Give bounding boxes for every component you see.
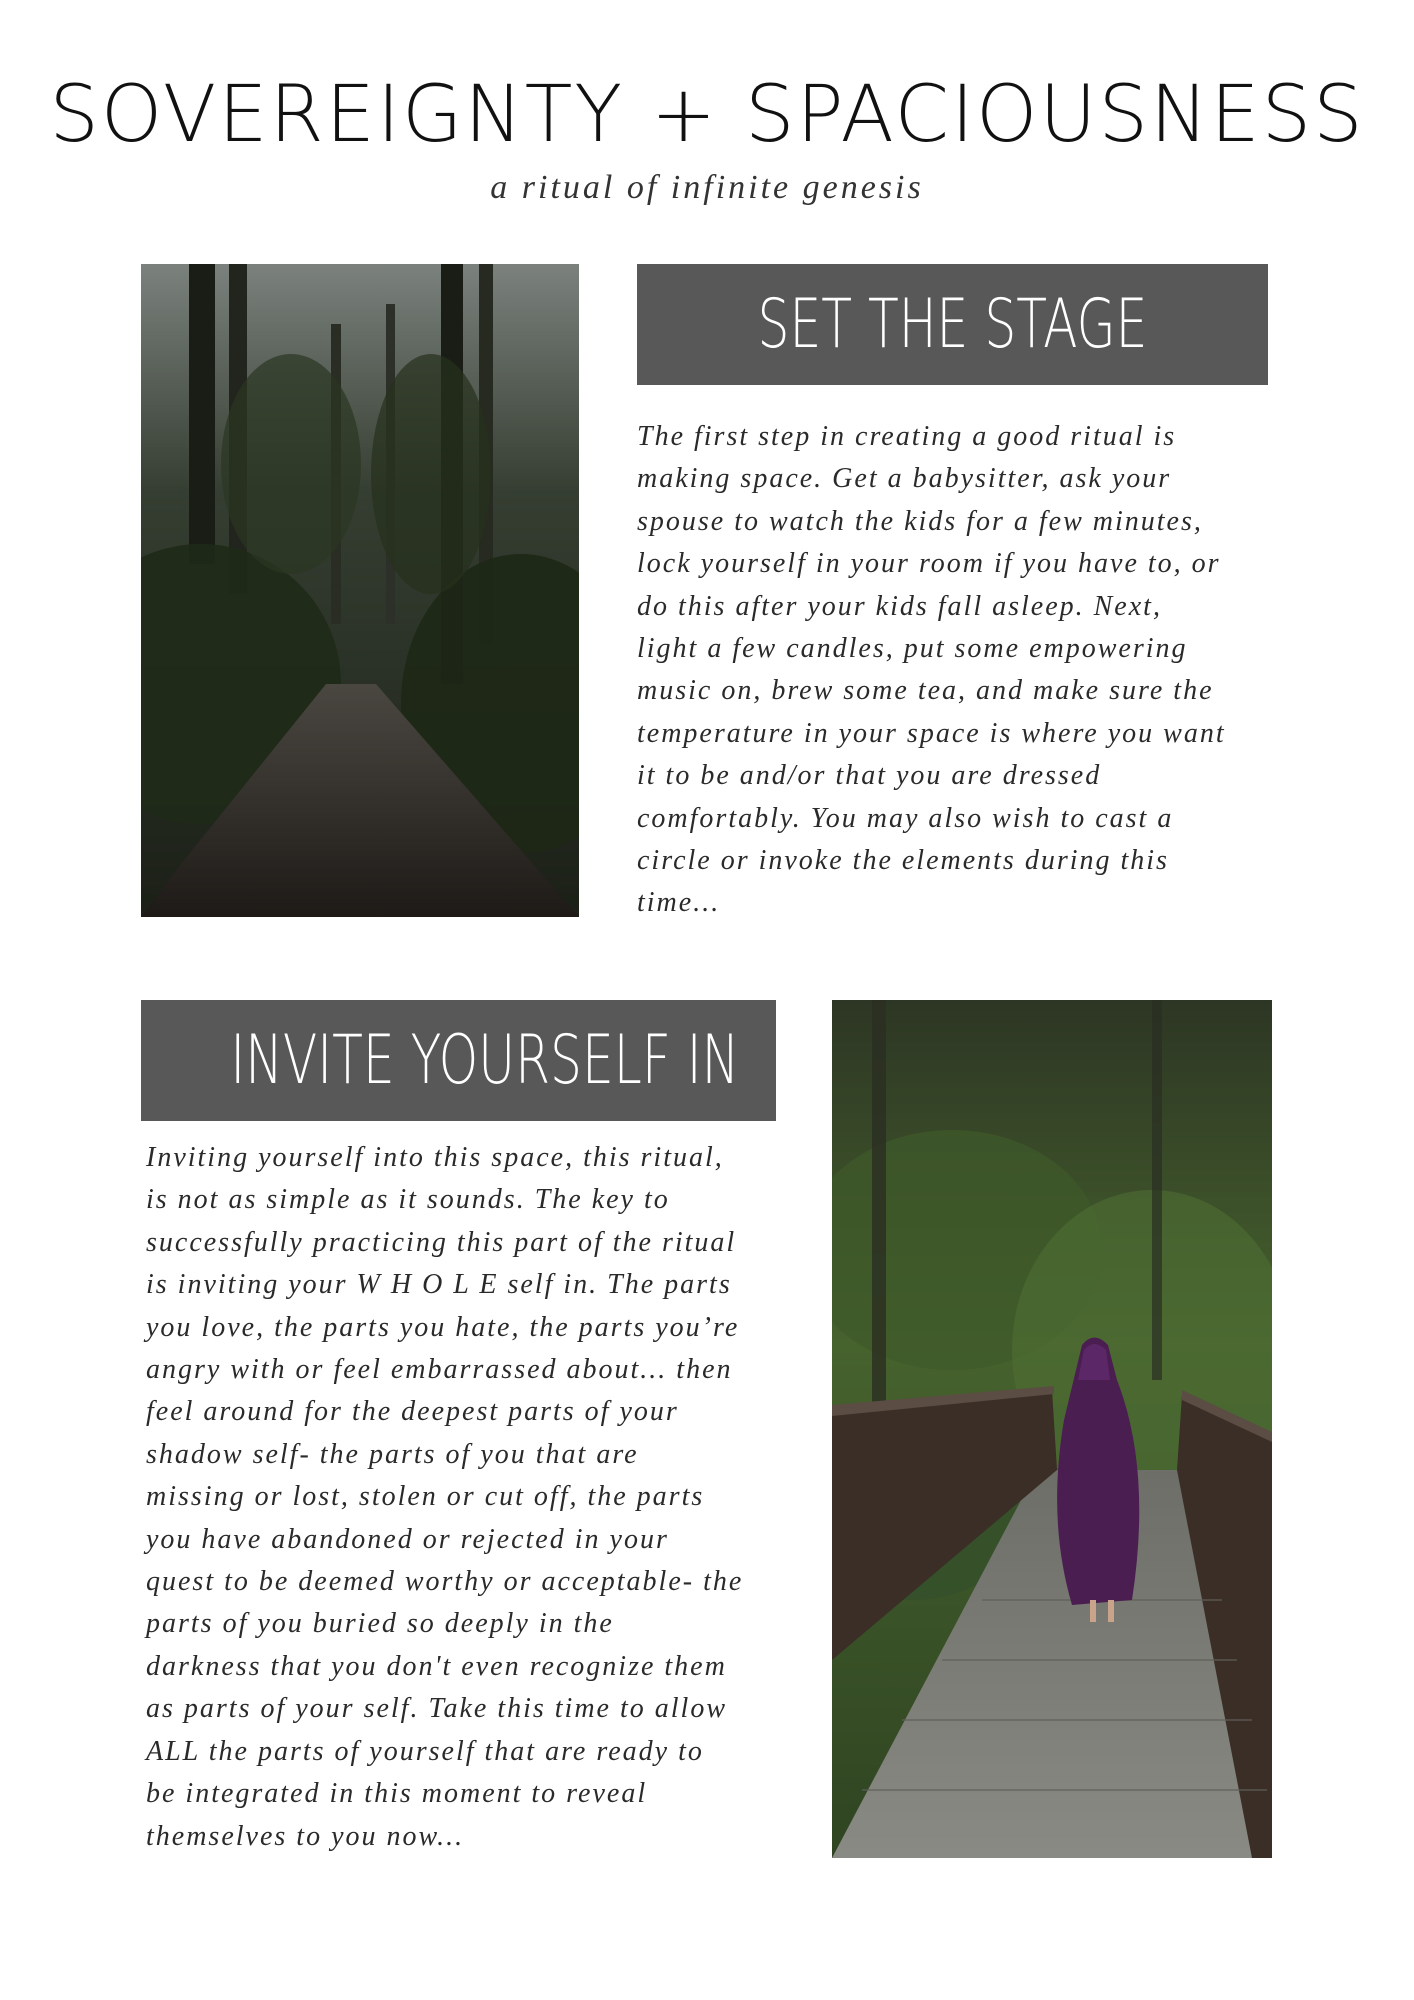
paragraph-line: successfully practicing this part of the ritual [146, 1226, 737, 1258]
paragraph-line: feel around for the deepest parts of your [146, 1396, 679, 1428]
paragraph-line: quest to be deemed worthy or acceptable- the [146, 1566, 744, 1598]
paragraph-line: themselves to you now... [146, 1820, 465, 1852]
paragraph-line: be integrated in this moment to reveal [146, 1778, 648, 1810]
paragraph-line: spouse to watch the kids for a few minutes, [637, 505, 1203, 537]
paragraph-line: parts of you buried so deeply in the [146, 1608, 614, 1640]
bridge-cloak-image [832, 1000, 1272, 1858]
paragraph-line: is not as simple as it sounds. The key to [146, 1184, 670, 1216]
paragraph-line: do this after your kids fall asleep. Next, [637, 590, 1162, 622]
paragraph-line: light a few candles, put some empowering [637, 633, 1188, 665]
paragraph-line: The first step in creating a good ritual is [637, 421, 1177, 452]
set-the-stage-heading-text: SET THE STAGE [757, 285, 1148, 364]
bridge-cloak-photo [832, 1000, 1272, 1858]
paragraph-line: missing or lost, stolen or cut off, the parts [146, 1481, 705, 1513]
set-the-stage-heading [637, 264, 1268, 385]
paragraph-line: time... [637, 887, 721, 919]
invite-yourself-in-paragraph [146, 1137, 786, 1858]
paragraph-line: as parts of your self. Take this time to allow [146, 1693, 727, 1725]
forest-path-photo [141, 264, 579, 917]
paragraph-line: comfortably. You may also wish to cast a [637, 802, 1174, 834]
paragraph-line: circle or invoke the elements during this [637, 845, 1169, 877]
paragraph-line: you have abandoned or rejected in your [146, 1523, 669, 1555]
paragraph-line: is inviting your W H O L E self in. The parts [146, 1269, 732, 1301]
page-title: SOVEREIGNTY + SPACIOUSNESS [49, 70, 1365, 160]
page-subtitle: a ritual of infinite genesis [490, 169, 924, 206]
paragraph-line: ALL the parts of yourself that are ready to [146, 1735, 704, 1767]
paragraph-line: making space. Get a babysitter, ask your [637, 463, 1172, 495]
paragraph-line: Inviting yourself into this space, this ritual, [146, 1142, 724, 1173]
paragraph-line: it to be and/or that you are dressed [637, 760, 1102, 792]
paragraph-line: angry with or feel embarrassed about... then [146, 1354, 733, 1386]
paragraph-line: shadow self- the parts of you that are [146, 1438, 639, 1470]
paragraph-line: music on, brew some tea, and make sure the [637, 675, 1214, 707]
paragraph-line: you love, the parts you hate, the parts you’re [146, 1311, 740, 1343]
invite-yourself-in-heading-text: INVITE YOURSELF IN [230, 1021, 740, 1100]
paragraph-line: temperature in your space is where you want [637, 717, 1226, 749]
invite-yourself-in-heading [141, 1000, 776, 1121]
paragraph-line: lock yourself in your room if you have to, or [637, 548, 1221, 580]
paragraph-line: darkness that you don't even recognize them [146, 1650, 727, 1682]
set-the-stage-paragraph [637, 416, 1277, 925]
forest-path-image [141, 264, 579, 917]
